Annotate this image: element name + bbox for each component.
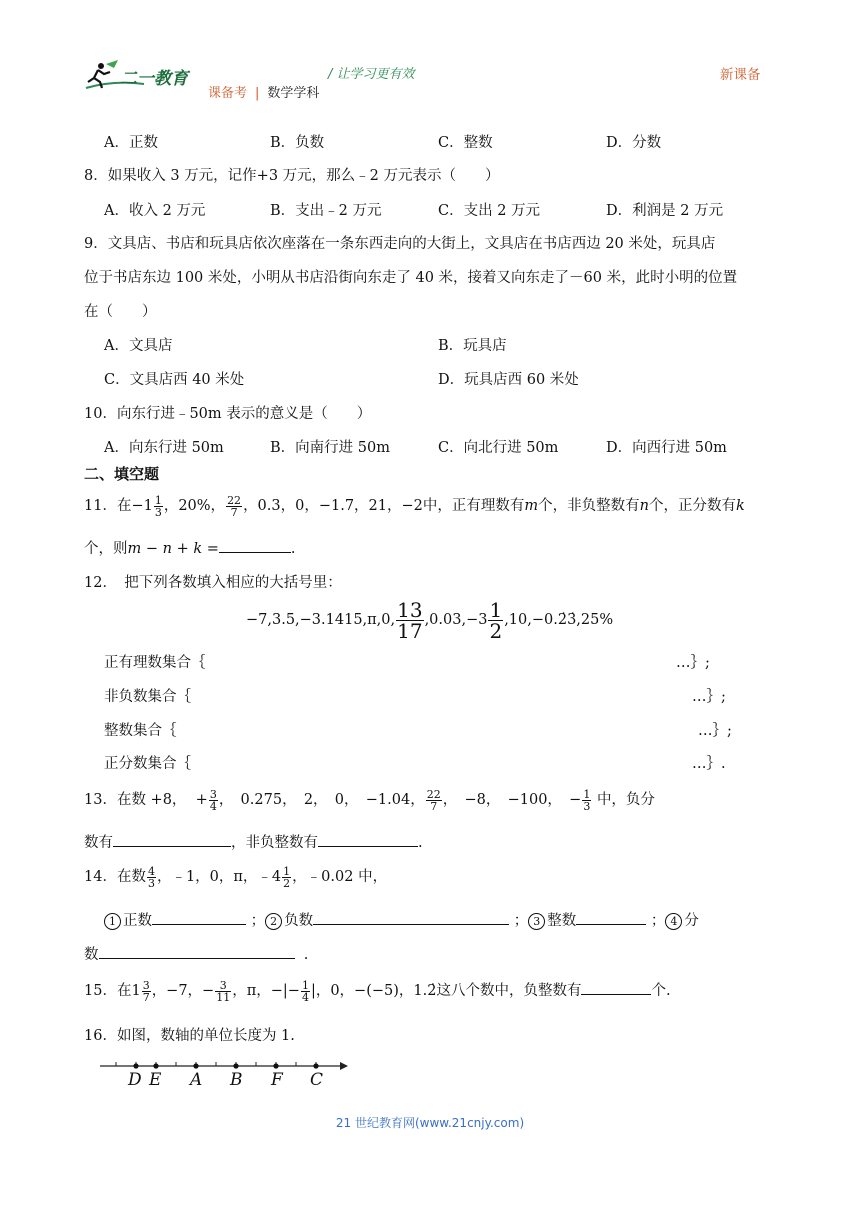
- q12-number-list: −7,3.5,−3.1415,π,0, $\frac{13}{17}$ ,0.03,−3 $\frac{1}{2}$ ,10,−0.2̇3̇,25%: [246, 597, 614, 643]
- q11-fraction-2: $\frac{22}{7}$: [227, 493, 242, 519]
- q8-option-c: C．支出 2 万元: [438, 203, 541, 219]
- q11-fraction-1: $\frac{1}{3}$: [154, 493, 162, 519]
- q9-line-2: 位于书店东边 100 米处，小明从书店沿街向东走了 40 米，接着又向东走了－60 米，此时小明的位置: [84, 270, 738, 286]
- q13-fraction-1: $\frac{3}{4}$: [209, 787, 217, 813]
- q12-fraction: $\frac{13}{17}$: [397, 597, 423, 643]
- header-subtitle: [208, 82, 319, 101]
- q15-answer-blank[interactable]: [581, 980, 651, 995]
- q10-option-c: C．向北行进 50m: [438, 440, 559, 456]
- header-left-label: 课备考: [208, 86, 248, 101]
- q9-option-c: C．文具店西 40 米处: [104, 372, 245, 388]
- number-line-label-f: F: [271, 1070, 283, 1090]
- number-line-figure: [100, 1056, 350, 1090]
- q12-mixed-fraction: $\frac{1}{2}$: [489, 597, 503, 643]
- q9-option-d: D．玩具店西 60 米处: [438, 372, 579, 388]
- q12-set-nonnegative: 非负数集合｛: [104, 689, 191, 705]
- circled-two-icon: 2: [265, 913, 282, 930]
- q15-repeating-decimal: 1.2̇: [413, 983, 437, 999]
- q15-fraction-3: $\frac{1}{4}$: [301, 978, 309, 1004]
- q8-option-b: B．支出﹣2 万元: [270, 203, 382, 219]
- number-line-label-b: B: [230, 1070, 243, 1090]
- q16-stem: 16．如图，数轴的单位长度为 1.: [84, 1028, 295, 1044]
- q7-option-c: C．整数: [438, 135, 493, 151]
- q14-positive-blank[interactable]: [152, 910, 246, 925]
- q15-fraction-1: $\frac{3}{7}$: [142, 978, 150, 1004]
- q12-stem: 12． 把下列各数填入相应的大括号里：: [84, 575, 342, 591]
- q14-fraction-1: $\frac{4}{3}$: [147, 864, 155, 890]
- q7-option-b: B．负数: [270, 135, 325, 151]
- q13-negative-fraction-blank[interactable]: [113, 832, 231, 847]
- q12-set-nonnegative-end: …｝;: [692, 689, 726, 705]
- q12-set-integer-end: …｝;: [698, 723, 732, 739]
- q14-line-3: 数 .: [84, 943, 308, 964]
- q11-line-2: 个，则m − n + k = .: [84, 537, 295, 558]
- q13-line-2: 数有 ，非负整数有 .: [84, 831, 423, 852]
- q13-nonnegative-integer-blank[interactable]: [318, 832, 418, 847]
- header-subject: 数学学科: [267, 86, 320, 101]
- q14-fraction-2: $\frac{1}{2}$: [283, 864, 291, 890]
- number-line-label-a: A: [190, 1070, 203, 1090]
- q9-line-3: 在（ ）: [84, 304, 157, 320]
- q10-stem: 10．向东行进﹣50m 表示的意义是（ ）: [84, 406, 372, 422]
- q9-option-b: B．玩具店: [438, 338, 507, 354]
- circled-one-icon: 1: [104, 913, 121, 930]
- q14-line-1: 14．在数 $\frac{4}{3}$ ，﹣1，0，π，﹣4 $\frac{1}{2}$ ，﹣0.02 中，: [84, 864, 388, 890]
- header-slogan: / 让学习更有效: [328, 67, 415, 82]
- q13-fraction-2: $\frac{22}{7}$: [426, 787, 441, 813]
- q8-option-a: A．收入 2 万元: [104, 203, 206, 219]
- q11-text: 11．在−1: [84, 498, 153, 514]
- brand-logo: [84, 58, 194, 92]
- q11-answer-blank[interactable]: [219, 538, 291, 553]
- q15-fraction-2: $\frac{3}{11}$: [216, 978, 231, 1004]
- q10-option-b: B．向南行进 50m: [270, 440, 390, 456]
- q12-set-positive-rational: 正有理数集合｛: [104, 655, 206, 671]
- circled-three-icon: 3: [528, 913, 545, 930]
- circled-four-icon: 4: [665, 913, 682, 930]
- q14-integer-blank[interactable]: [576, 910, 646, 925]
- q7-option-a: A．正数: [104, 135, 158, 151]
- header-corner: 新课备: [720, 67, 761, 83]
- number-line-label-d: D: [128, 1070, 142, 1090]
- q8-stem: 8．如果收入 3 万元，记作+3 万元，那么﹣2 万元表示（ ）: [84, 168, 500, 184]
- q15-line: 15．在1 $\frac{3}{7}$ ，−7，− $\frac{3}{11}$ ，π，−|− $\frac{1}{4}$ |，0，−(−5)，1.2̇这八个数中，负整数有 个.: [84, 978, 671, 1004]
- q13-line-1: 13．在数 +8， + $\frac{3}{4}$ ， 0.275， 2， 0， −1.04， $\frac{22}{7}$ ， −8， −100， − $\frac{1}{3}$ 中，负分: [84, 787, 655, 813]
- q12-set-positive-rational-end: …｝;: [676, 655, 710, 671]
- q11-expression: m − n + k =: [127, 541, 219, 557]
- section-title-fill-blank: 二、填空题: [84, 465, 160, 483]
- q11-line-1: 11．在−1 $\frac{1}{3}$ ，20%， $\frac{22}{7}$ ，0.3，0，−1.7，21，−2中，正有理数有m个，非负整数有n个，正分数有k: [84, 493, 745, 519]
- q9-line-1: 9．文具店、书店和玩具店依次座落在一条东西走向的大街上，文具店在书店西边 20 米处，玩具店: [84, 236, 716, 252]
- q10-option-d: D．向西行进 50m: [606, 440, 727, 456]
- q12-set-positive-fraction-end: …｝.: [692, 756, 726, 772]
- page-footer: 21 世纪教育网(www.21cnjy.com): [335, 1116, 525, 1130]
- q8-option-d: D．利润是 2 万元: [606, 203, 724, 219]
- q9-option-a: A．文具店: [104, 338, 173, 354]
- q12-set-integer: 整数集合｛: [104, 723, 177, 739]
- q14-line-2: 1 正数 ； 2 负数 ； 3 整数 ； 4 分: [104, 909, 699, 930]
- header-separator: |: [255, 86, 260, 101]
- q13-fraction-3: $\frac{1}{3}$: [583, 787, 591, 813]
- q14-fraction-blank[interactable]: [99, 944, 295, 959]
- q10-option-a: A．向东行进 50m: [104, 440, 224, 456]
- q12-set-positive-fraction: 正分数集合｛: [104, 756, 191, 772]
- logo-text: 二一教育: [120, 69, 188, 89]
- q14-negative-blank[interactable]: [313, 910, 509, 925]
- q7-option-d: D．分数: [606, 135, 662, 151]
- number-line-label-c: C: [310, 1070, 324, 1090]
- number-line-label-e: E: [149, 1070, 162, 1090]
